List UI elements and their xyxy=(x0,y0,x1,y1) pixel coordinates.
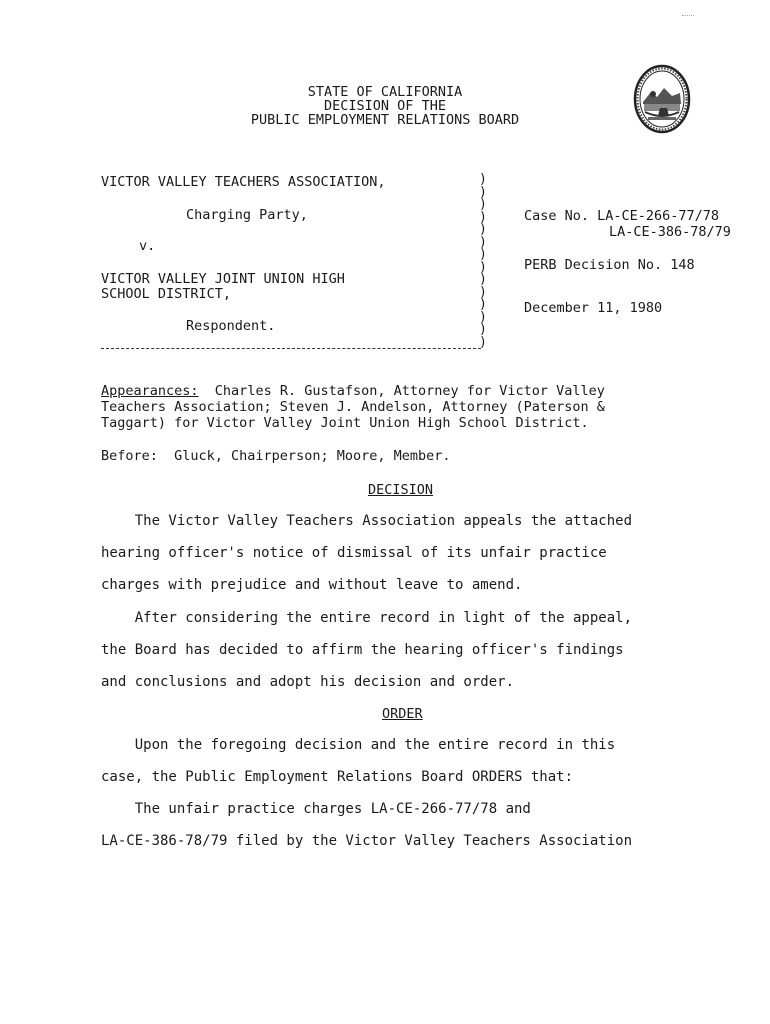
appearances-label: Appearances: xyxy=(101,383,199,399)
decision-line-6: and conclusions and adopt his decision and order. xyxy=(101,674,515,690)
appearances-line-3: Taggart) for Victor Valley Joint Union High School District. xyxy=(101,415,589,431)
decision-heading: DECISION xyxy=(368,482,434,498)
order-line-2: case, the Public Employment Relations Board ORDERS that: xyxy=(101,769,574,785)
header-board: PUBLIC EMPLOYMENT RELATIONS BOARD xyxy=(250,112,520,128)
charging-party-name: VICTOR VALLEY TEACHERS ASSOCIATION, xyxy=(101,174,386,190)
order-line-4: LA-CE-386-78/79 filed by the Victor Valley Teachers Association xyxy=(101,833,633,849)
case-number: Case No. LA-CE-266-77/78 xyxy=(524,208,720,224)
appearances-line-1 xyxy=(101,383,605,399)
caption-divider: ) ) ) ) ) ) ) ) ) ) ) ) ) ) xyxy=(479,172,487,350)
respondent-role: Respondent. xyxy=(186,318,276,334)
appearances-text-1: Charles R. Gustafson, Attorney for Victor Valley xyxy=(198,383,605,399)
scan-speck xyxy=(682,15,694,16)
order-line-1: Upon the foregoing decision and the entire record in this xyxy=(101,737,616,753)
decision-date: December 11, 1980 xyxy=(524,300,663,316)
case-number-2: LA-CE-386-78/79 xyxy=(609,224,731,240)
decision-line-3: charges with prejudice and without leave to amend. xyxy=(101,577,523,593)
respondent-name-line-2: SCHOOL DISTRICT, xyxy=(101,286,232,302)
decision-line-2: hearing officer's notice of dismissal of its unfair practice xyxy=(101,545,607,561)
versus: v. xyxy=(139,238,156,254)
header-decision-of: DECISION OF THE xyxy=(324,98,446,114)
order-line-3: The unfair practice charges LA-CE-266-77/78 and xyxy=(101,801,531,817)
decision-line-4: After considering the entire record in light of the appeal, xyxy=(101,610,633,626)
state-seal-icon xyxy=(633,64,691,134)
decision-line-5: the Board has decided to affirm the hearing officer's findings xyxy=(101,642,624,658)
order-heading: ORDER xyxy=(382,706,423,722)
decision-number: PERB Decision No. 148 xyxy=(524,257,695,273)
header-state: STATE OF CALIFORNIA xyxy=(307,84,463,100)
decision-line-1: The Victor Valley Teachers Association appeals the attached xyxy=(101,513,633,529)
charging-party-role: Charging Party, xyxy=(186,207,308,223)
appearances-line-2: Teachers Association; Steven J. Andelson, Attorney (Paterson & xyxy=(101,399,605,415)
caption-rule xyxy=(101,348,481,349)
respondent-name-line-1: VICTOR VALLEY JOINT UNION HIGH xyxy=(101,271,345,287)
before-line: Before: Gluck, Chairperson; Moore, Member. xyxy=(101,448,451,464)
